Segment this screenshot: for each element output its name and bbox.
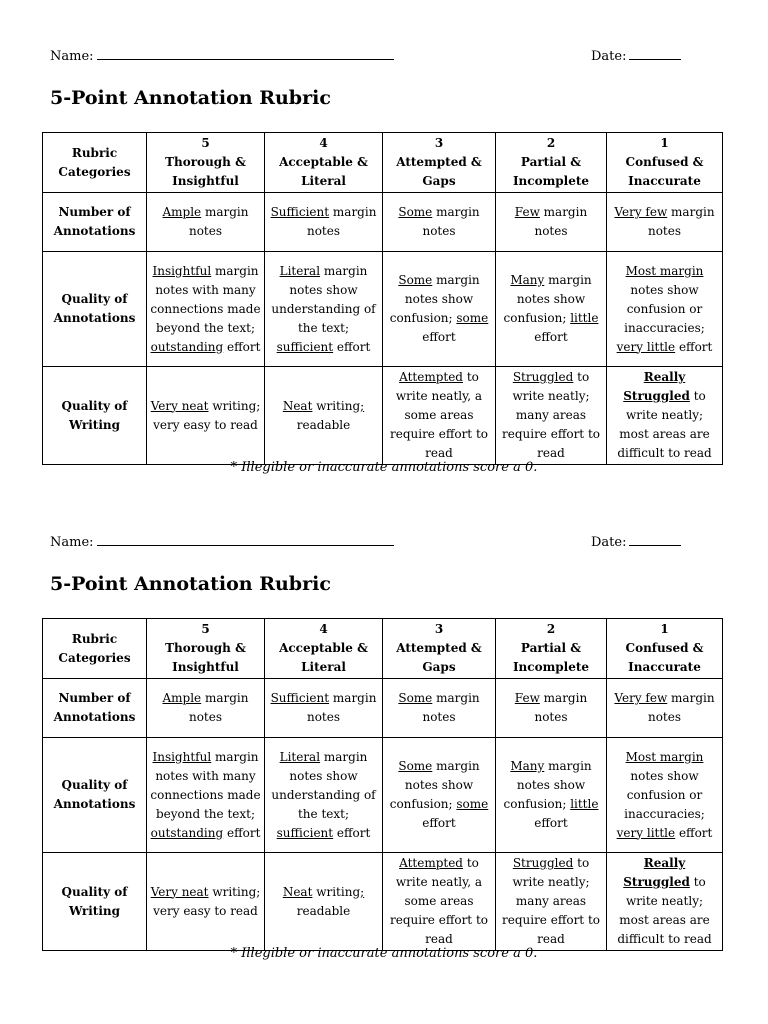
criteria-cell bbox=[496, 252, 607, 367]
criteria-cell bbox=[607, 193, 723, 252]
criteria-cell bbox=[147, 367, 265, 465]
key-term: Some bbox=[398, 691, 433, 705]
column-header bbox=[383, 619, 496, 679]
cell-text: margin notes bbox=[306, 691, 377, 724]
key-term: Some bbox=[398, 759, 433, 773]
criteria-cell bbox=[607, 679, 723, 738]
key-term: sufficient bbox=[276, 825, 334, 840]
criteria-cell bbox=[496, 193, 607, 252]
key-term: little bbox=[570, 797, 599, 811]
column-label: Attempted & bbox=[396, 155, 482, 169]
table-row bbox=[43, 193, 723, 252]
cell-text: margin notes bbox=[188, 205, 249, 238]
column-label: Confused & bbox=[625, 155, 704, 169]
key-term: Very few bbox=[614, 691, 668, 705]
cell-text: margin notes bbox=[188, 691, 249, 724]
cell-text: margin notes show confusion; bbox=[503, 759, 592, 811]
column-header bbox=[265, 133, 383, 193]
key-term: Really Struggled bbox=[623, 370, 690, 403]
score: 5 bbox=[201, 136, 210, 150]
cell-text: to write neatly; many areas require effort to read bbox=[501, 856, 600, 946]
key-term: Attempted bbox=[399, 856, 463, 870]
cell-text: effort bbox=[422, 816, 456, 830]
score: 1 bbox=[660, 136, 669, 150]
criteria-cell bbox=[496, 679, 607, 738]
cell-text: margin notes bbox=[647, 691, 715, 724]
cell-text: to write neatly; many areas require effort to read bbox=[501, 370, 600, 460]
criteria-cell bbox=[383, 679, 496, 738]
key-term: Many bbox=[510, 759, 545, 773]
date-line[interactable] bbox=[629, 533, 681, 546]
footnote: * Illegible or inaccurate annotations score a 0. bbox=[230, 460, 538, 475]
cell-text: margin notes bbox=[647, 205, 715, 238]
corner-cell bbox=[43, 619, 147, 679]
score: 3 bbox=[434, 622, 444, 636]
criteria-cell bbox=[383, 252, 496, 367]
criteria-cell bbox=[607, 853, 723, 951]
cell-text: effort bbox=[333, 825, 371, 840]
criteria-cell bbox=[607, 252, 723, 367]
table-row bbox=[43, 738, 723, 853]
cell-text: margin notes with many connections made beyond the text; bbox=[150, 749, 261, 821]
date-line[interactable] bbox=[629, 47, 681, 60]
key-term: outstanding bbox=[150, 339, 224, 354]
score: 4 bbox=[319, 136, 328, 150]
key-term: Neat bbox=[282, 884, 313, 899]
column-header bbox=[496, 133, 607, 193]
column-label: Thorough & bbox=[165, 641, 246, 655]
cell-text: to write neatly, a some areas require effort to read bbox=[389, 856, 488, 946]
column-label: Confused & bbox=[625, 641, 704, 655]
cell-text: effort bbox=[675, 339, 713, 354]
key-term: Neat bbox=[282, 398, 313, 413]
key-term: Very neat bbox=[150, 398, 209, 413]
key-term: Struggled bbox=[512, 370, 574, 384]
page-title: 5-Point Annotation Rubric bbox=[50, 87, 331, 109]
category-label: Number of bbox=[58, 691, 131, 705]
column-label: Insightful bbox=[172, 174, 239, 188]
criteria-cell bbox=[496, 853, 607, 951]
rubric-table bbox=[42, 132, 723, 465]
column-label: Thorough & bbox=[165, 155, 246, 169]
category-label: Annotations bbox=[53, 710, 136, 724]
criteria-cell bbox=[383, 193, 496, 252]
cell-text: effort bbox=[534, 816, 568, 830]
name-line[interactable] bbox=[97, 533, 394, 546]
name-field[interactable] bbox=[50, 47, 394, 64]
cell-text: effort bbox=[333, 339, 371, 354]
column-header bbox=[265, 619, 383, 679]
rubric-sheet-top bbox=[0, 0, 768, 486]
category-label: Writing bbox=[68, 903, 121, 918]
key-term: Most margin bbox=[625, 263, 704, 278]
cell-text: to write neatly, a some areas require effort to read bbox=[389, 370, 488, 460]
category-cell bbox=[43, 679, 147, 738]
cell-text: writing bbox=[312, 884, 361, 899]
key-term: very little bbox=[616, 825, 676, 840]
corner-label: Rubric bbox=[71, 145, 118, 160]
key-term: sufficient bbox=[276, 339, 334, 354]
cell-text: writing; very easy to read bbox=[153, 884, 261, 918]
column-label: Incomplete bbox=[512, 660, 590, 674]
key-term: very little bbox=[616, 339, 676, 354]
column-label: Inaccurate bbox=[628, 174, 701, 188]
criteria-cell bbox=[147, 738, 265, 853]
cell-text: readable bbox=[296, 417, 351, 432]
column-label: Insightful bbox=[172, 660, 239, 674]
criteria-cell bbox=[607, 367, 723, 465]
cell-text: effort bbox=[223, 339, 261, 354]
name-label: Name: bbox=[50, 49, 94, 64]
column-label: Gaps bbox=[422, 660, 456, 674]
column-label: Inaccurate bbox=[628, 660, 701, 674]
column-label: Partial & bbox=[520, 641, 582, 655]
cell-text: margin notes show understanding of the text; bbox=[271, 749, 376, 821]
category-label: Writing bbox=[68, 417, 121, 432]
score: 4 bbox=[319, 622, 328, 636]
criteria-cell bbox=[383, 367, 496, 465]
footnote: * Illegible or inaccurate annotations score a 0. bbox=[230, 946, 538, 961]
key-term: Few bbox=[514, 691, 540, 705]
score: 3 bbox=[434, 136, 444, 150]
key-term: Many bbox=[510, 273, 545, 287]
key-term: Sufficient bbox=[270, 205, 330, 219]
date-label: Date: bbox=[591, 49, 627, 64]
column-label: Incomplete bbox=[512, 174, 590, 188]
category-label: Quality of bbox=[61, 292, 128, 306]
category-label: Quality of bbox=[61, 398, 128, 413]
key-term: Struggled bbox=[512, 856, 574, 870]
criteria-cell bbox=[265, 679, 383, 738]
criteria-cell bbox=[147, 252, 265, 367]
cell-text: effort bbox=[534, 330, 568, 344]
key-term: Very neat bbox=[150, 884, 209, 899]
category-cell bbox=[43, 738, 147, 853]
column-header bbox=[147, 133, 265, 193]
cell-text: writing bbox=[312, 398, 361, 413]
column-label: Partial & bbox=[520, 155, 582, 169]
criteria-cell bbox=[496, 738, 607, 853]
criteria-cell bbox=[265, 853, 383, 951]
page-title: 5-Point Annotation Rubric bbox=[50, 573, 331, 595]
category-cell bbox=[43, 252, 147, 367]
cell-text: to write neatly; most areas are difficult to read bbox=[617, 875, 712, 946]
table-row bbox=[43, 367, 723, 465]
cell-text: effort bbox=[422, 330, 456, 344]
header-row bbox=[43, 619, 723, 679]
criteria-cell bbox=[147, 679, 265, 738]
criteria-cell bbox=[607, 738, 723, 853]
criteria-cell bbox=[265, 193, 383, 252]
column-header bbox=[607, 619, 723, 679]
column-header bbox=[147, 619, 265, 679]
score: 1 bbox=[660, 622, 669, 636]
cell-text: to write neatly; most areas are difficult to read bbox=[617, 389, 712, 460]
name-field[interactable] bbox=[50, 533, 394, 550]
key-term: Ample bbox=[162, 691, 202, 705]
score: 2 bbox=[546, 136, 556, 150]
name-line[interactable] bbox=[97, 47, 394, 60]
date-field[interactable] bbox=[591, 47, 681, 64]
key-term: Literal bbox=[279, 749, 321, 764]
cell-text: margin notes with many connections made beyond the text; bbox=[150, 263, 261, 335]
table-row bbox=[43, 679, 723, 738]
key-term: some bbox=[456, 311, 489, 325]
criteria-cell bbox=[147, 193, 265, 252]
cell-text: margin notes bbox=[534, 691, 588, 724]
table-row bbox=[43, 853, 723, 951]
key-term: Few bbox=[514, 205, 540, 219]
cell-text: writing; very easy to read bbox=[153, 398, 261, 432]
rubric-sheet-bottom bbox=[0, 486, 768, 972]
category-label: Quality of bbox=[61, 884, 128, 899]
cell-text: margin notes show confusion; bbox=[389, 759, 480, 811]
date-label: Date: bbox=[591, 535, 627, 550]
key-term: Some bbox=[398, 273, 433, 287]
column-label: Acceptable & bbox=[279, 641, 368, 655]
category-label: Quality of bbox=[61, 778, 128, 792]
key-term: Ample bbox=[162, 205, 202, 219]
criteria-cell bbox=[265, 738, 383, 853]
score: 2 bbox=[546, 622, 556, 636]
cell-text: margin notes show confusion; bbox=[389, 273, 480, 325]
key-term: Very few bbox=[614, 205, 668, 219]
column-label: Literal bbox=[301, 660, 346, 674]
criteria-cell bbox=[383, 738, 496, 853]
category-cell bbox=[43, 367, 147, 465]
score: 5 bbox=[201, 622, 210, 636]
key-term: Really Struggled bbox=[623, 856, 690, 889]
key-term: ; bbox=[360, 398, 365, 413]
header-row bbox=[43, 133, 723, 193]
column-label: Attempted & bbox=[396, 641, 482, 655]
column-header bbox=[496, 619, 607, 679]
key-term: Insightful bbox=[152, 263, 212, 278]
key-term: Most margin bbox=[625, 749, 704, 764]
cell-text: notes show confusion or inaccuracies; bbox=[624, 282, 705, 335]
table-row bbox=[43, 252, 723, 367]
category-cell bbox=[43, 193, 147, 252]
rubric-table bbox=[42, 618, 723, 951]
category-label: Annotations bbox=[53, 797, 136, 811]
column-label: Acceptable & bbox=[279, 155, 368, 169]
category-cell bbox=[43, 853, 147, 951]
criteria-cell bbox=[265, 252, 383, 367]
category-label: Number of bbox=[58, 205, 131, 219]
corner-label: Rubric bbox=[71, 631, 118, 646]
category-label: Annotations bbox=[53, 224, 136, 238]
key-term: Literal bbox=[279, 263, 321, 278]
cell-text: effort bbox=[675, 825, 713, 840]
key-term: Insightful bbox=[152, 749, 212, 764]
category-label: Annotations bbox=[53, 311, 136, 325]
key-term: Attempted bbox=[399, 370, 463, 384]
column-label: Literal bbox=[301, 174, 346, 188]
cell-text: margin notes show confusion; bbox=[503, 273, 592, 325]
key-term: little bbox=[570, 311, 599, 325]
key-term: some bbox=[456, 797, 489, 811]
key-term: Some bbox=[398, 205, 433, 219]
cell-text: notes show confusion or inaccuracies; bbox=[624, 768, 705, 821]
key-term: ; bbox=[360, 884, 365, 899]
key-term: outstanding bbox=[150, 825, 224, 840]
cell-text: readable bbox=[296, 903, 351, 918]
criteria-cell bbox=[383, 853, 496, 951]
cell-text: margin notes show understanding of the text; bbox=[271, 263, 376, 335]
corner-cell bbox=[43, 133, 147, 193]
criteria-cell bbox=[265, 367, 383, 465]
column-header bbox=[607, 133, 723, 193]
column-header bbox=[383, 133, 496, 193]
corner-label: Categories bbox=[58, 164, 131, 179]
key-term: Sufficient bbox=[270, 691, 330, 705]
column-label: Gaps bbox=[422, 174, 456, 188]
date-field[interactable] bbox=[591, 533, 681, 550]
criteria-cell bbox=[147, 853, 265, 951]
criteria-cell bbox=[496, 367, 607, 465]
cell-text: effort bbox=[223, 825, 261, 840]
cell-text: margin notes bbox=[422, 205, 480, 238]
cell-text: margin notes bbox=[422, 691, 480, 724]
cell-text: margin notes bbox=[306, 205, 377, 238]
name-label: Name: bbox=[50, 535, 94, 550]
cell-text: margin notes bbox=[534, 205, 588, 238]
corner-label: Categories bbox=[58, 650, 131, 665]
